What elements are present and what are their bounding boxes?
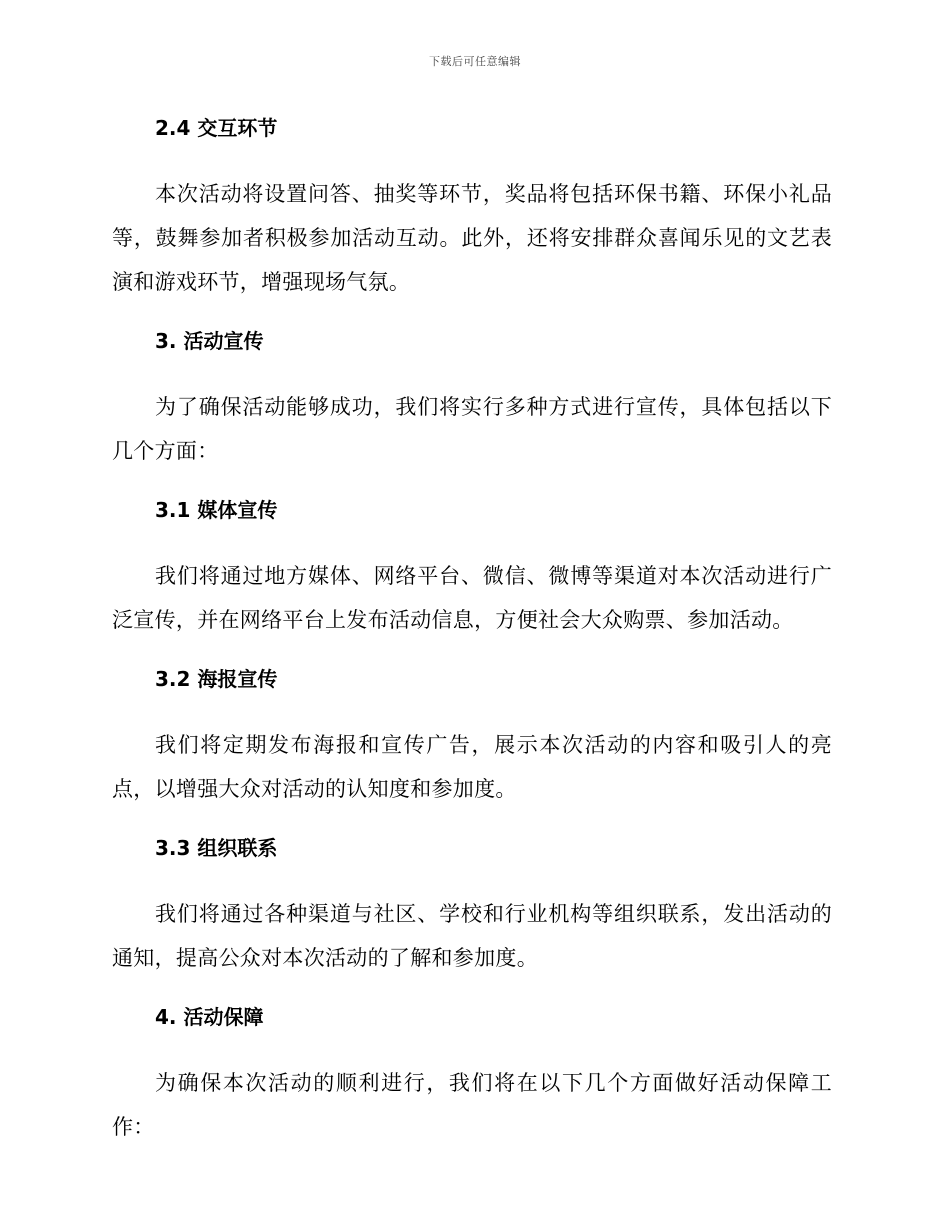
section-paragraph-3-3: 我们将通过各种渠道与社区、学校和行业机构等组织联系，发出活动的通知，提高公众对本次活动的了解和参加度。 — [112, 902, 832, 970]
section-paragraph-3-2: 我们将定期发布海报和宣传广告，展示本次活动的内容和吸引人的亮点，以增强大众对活动的认知度和参加度。 — [112, 733, 832, 801]
section-heading-3: 3. 活动宣传 — [155, 329, 264, 353]
section-paragraph-3: 为了确保活动能够成功，我们将实行多种方式进行宣传，具体包括以下几个方面： — [112, 395, 832, 463]
document-body — [112, 112, 832, 1149]
section-heading-3-3: 3.3 组织联系 — [155, 836, 278, 860]
section-heading-4: 4. 活动保障 — [155, 1005, 264, 1029]
page-header: 下载后可任意编辑 — [429, 55, 521, 68]
section-heading-3-2: 3.2 海报宣传 — [155, 667, 278, 691]
section-paragraph-4: 为确保本次活动的顺利进行，我们将在以下几个方面做好活动保障工作： — [112, 1071, 832, 1139]
section-paragraph-3-1: 我们将通过地方媒体、网络平台、微信、微博等渠道对本次活动进行广泛宣传，并在网络平台上发布活动信息，方便社会大众购票、参加活动。 — [112, 564, 832, 632]
section-paragraph-2-4: 本次活动将设置问答、抽奖等环节，奖品将包括环保书籍、环保小礼品等，鼓舞参加者积极参加活动互动。此外，还将安排群众喜闻乐见的文艺表演和游戏环节，增强现场气氛。 — [112, 182, 832, 294]
section-heading-2-4: 2.4 交互环节 — [155, 116, 278, 140]
section-heading-3-1: 3.1 媒体宣传 — [155, 498, 278, 522]
